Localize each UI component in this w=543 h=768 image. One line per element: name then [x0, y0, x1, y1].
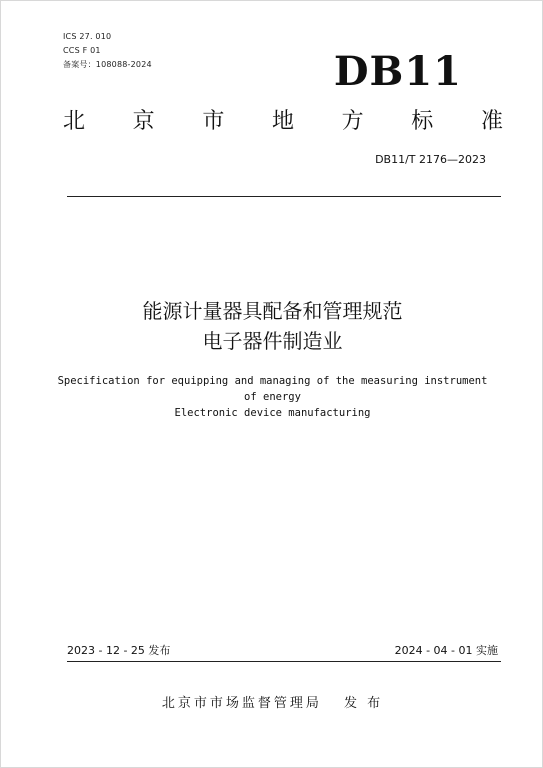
title-en-line3: Electronic device manufacturing — [174, 407, 371, 419]
title-en-line2: of energy — [244, 391, 301, 403]
standard-type-char: 准 — [480, 109, 503, 134]
title-cn-line2: 电子器件制造业 — [202, 329, 343, 353]
standard-type-char: 地 — [271, 109, 294, 134]
issuing-authority — [1, 695, 543, 713]
standard-type-char: 市 — [202, 109, 225, 134]
top-divider — [67, 196, 501, 197]
standard-type-char: 方 — [341, 109, 364, 134]
issuer-org: 北京市市场监督管理局 — [161, 696, 322, 711]
implementation-date: 2024 - 04 - 01 实施 — [394, 644, 498, 657]
ccs-code: CCS F 01 — [63, 46, 101, 55]
record-number: 备案号：108088-2024 — [63, 60, 152, 69]
standard-number: DB11/T 2176—2023 — [375, 153, 486, 166]
standard-type-char: 北 — [63, 109, 86, 134]
bottom-divider — [67, 661, 501, 662]
standard-type-heading — [63, 107, 503, 137]
issue-date: 2023 - 12 - 25 发布 — [67, 644, 171, 657]
standard-type-char: 京 — [132, 109, 155, 134]
title-en-line1: Specification for equipping and managing of the measuring instrument — [57, 375, 488, 387]
ics-code: ICS 27. 010 — [63, 32, 112, 41]
title-cn-line1: 能源计量器具配备和管理规范 — [142, 299, 403, 323]
issuer-action: 发 布 — [343, 696, 384, 711]
standard-logo: DB11 — [333, 48, 462, 95]
standard-type-char: 标 — [411, 109, 434, 134]
